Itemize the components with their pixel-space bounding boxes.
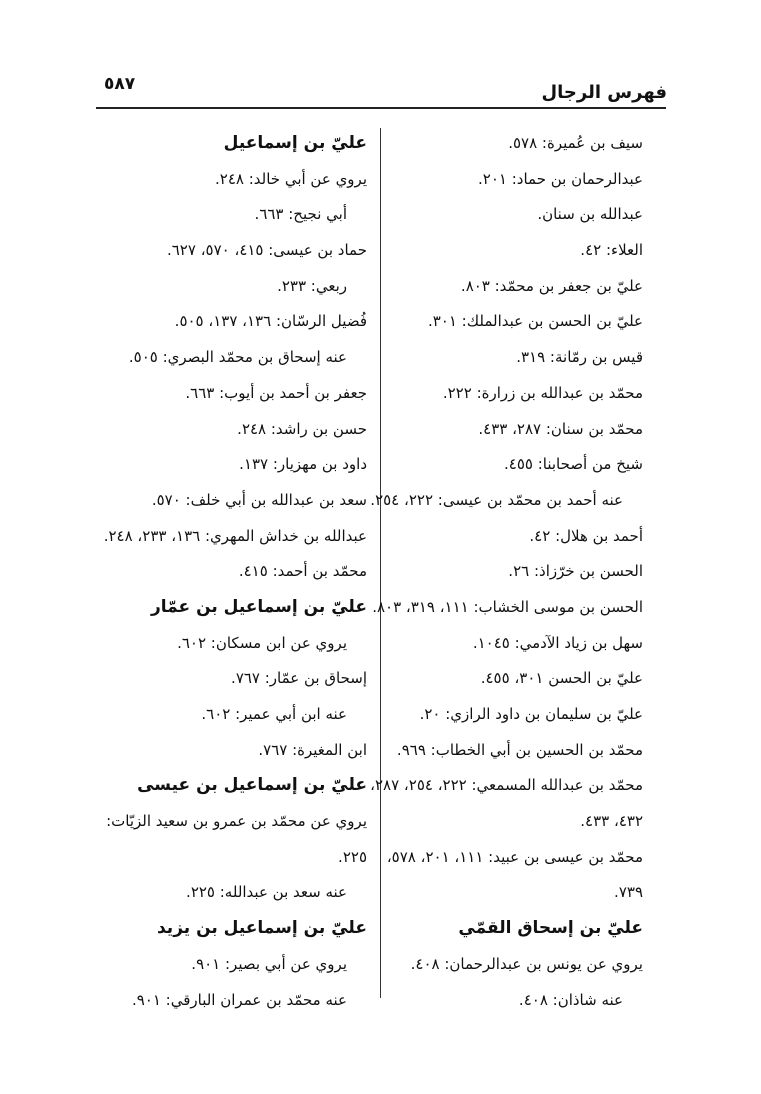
index-entry: أحمد بن هلال: ٤٢. [529, 526, 643, 545]
index-entry: سيف بن عُميرة: ٥٧٨. [508, 134, 643, 152]
header-rule [96, 107, 666, 109]
index-entry: يروي عن محمّد بن عمرو بن سعيد الزيّات: [106, 812, 367, 831]
index-entry: فُضيل الرسّان: ١٣٦، ١٣٧، ٥٠٥. [174, 312, 367, 331]
index-entry: محمّد بن عيسى بن عبيد: ١١١، ٢٠١، ٥٧٨، [386, 847, 643, 866]
index-entry: عليّ بن جعفر بن محمّد: ٨٠٣. [460, 276, 643, 295]
index-heading: عليّ بن إسماعيل [223, 133, 367, 153]
index-entry: الحسن بن خرّزاذ: ٢٦. [508, 562, 643, 581]
index-entry: يروي عن أبي خالد: ٢٤٨. [214, 169, 367, 188]
index-entry: قيس بن رمّانة: ٣١٩. [516, 348, 643, 367]
right-column [370, 126, 643, 1018]
page-number: ٥٨٧ [104, 74, 136, 94]
index-entry: عنه أحمد بن محمّد بن عيسى: ٢٢٢، ٢٥٤. [370, 490, 623, 509]
index-entry: محمّد بن أحمد: ٤١٥. [238, 562, 367, 581]
left-column [77, 126, 367, 1018]
index-entry: عنه ابن أبي عمير: ٦٠٢. [201, 705, 347, 723]
index-entry: الحسن بن موسى الخشاب: ١١١، ٣١٩، ٨٠٣. [372, 597, 643, 616]
index-entry: ٢٢٥. [338, 847, 367, 866]
index-entry: محمّد بن الحسين بن أبي الخطاب: ٩٦٩. [396, 740, 643, 759]
index-entry: عنه محمّد بن عمران البارقي: ٩٠١. [131, 990, 347, 1009]
index-entry: إسحاق بن عمّار: ٧٦٧. [231, 669, 367, 688]
index-heading: عليّ بن إسماعيل بن عيسى [137, 775, 367, 796]
index-heading: عليّ بن إسماعيل بن يزيد [156, 918, 367, 939]
index-entry: داود بن مهزيار: ١٣٧. [239, 455, 367, 474]
index-heading: عليّ بن إسماعيل بن عمّار [150, 596, 367, 617]
index-entry: العلاء: ٤٢. [580, 241, 643, 260]
index-entry: يروي عن ابن مسكان: ٦٠٢. [177, 633, 347, 652]
index-entry: سهل بن زياد الآدمي: ١٠٤٥. [472, 633, 643, 652]
index-entry: محمّد بن سنان: ٢٨٧، ٤٣٣. [478, 419, 643, 438]
index-entry: سعد بن عبدالله بن أبي خلف: ٥٧٠. [151, 490, 367, 509]
index-entry: عنه إسحاق بن محمّد البصري: ٥٠٥. [128, 348, 347, 367]
index-entry: عبدالرحمان بن حماد: ٢٠١. [478, 169, 643, 188]
index-entry: شيخ من أصحابنا: ٤٥٥. [504, 455, 643, 474]
index-entry: حسن بن راشد: ٢٤٨. [237, 419, 367, 438]
index-entry: ٧٣٩. [614, 883, 643, 902]
index-entry: عبدالله بن خداش المهري: ١٣٦، ٢٣٣، ٢٤٨. [103, 526, 367, 545]
index-entry: عبدالله بن سنان. [537, 205, 643, 224]
index-entry: يروي عن يونس بن عبدالرحمان: ٤٠٨. [410, 954, 643, 973]
index-entry: حماد بن عيسى: ٤١٥، ٥٧٠، ٦٢٧. [166, 241, 367, 260]
index-entry: أبي نجيح: ٦٦٣. [254, 205, 347, 224]
page-title: فهرس الرجال [541, 82, 667, 103]
index-entry: يروي عن أبي بصير: ٩٠١. [191, 954, 347, 973]
index-entry: عنه شاذان: ٤٠٨. [518, 990, 623, 1009]
index-entry: ربعي: ٢٣٣. [277, 276, 347, 295]
index-entry: عليّ بن الحسن بن عبدالملك: ٣٠١. [427, 312, 643, 331]
index-entry: محمّد بن عبدالله بن زرارة: ٢٢٢. [442, 383, 643, 402]
index-entry: جعفر بن أحمد بن أيوب: ٦٦٣. [185, 383, 367, 402]
index-entry: محمّد بن عبدالله المسمعي: ٢٢٢، ٢٥٤، ٢٨٧، [370, 776, 643, 795]
index-entry: عليّ بن الحسن ٣٠١، ٤٥٥. [480, 669, 643, 688]
index-entry: عليّ بن سليمان بن داود الرازي: ٢٠. [419, 705, 643, 723]
index-entry: ابن المغيرة: ٧٦٧. [258, 740, 367, 759]
index-entry: ٤٣٢، ٤٣٣. [580, 812, 643, 831]
index-heading: عليّ بن إسحاق القمّي [458, 918, 643, 939]
index-entry: عنه سعد بن عبدالله: ٢٢٥. [186, 883, 347, 902]
